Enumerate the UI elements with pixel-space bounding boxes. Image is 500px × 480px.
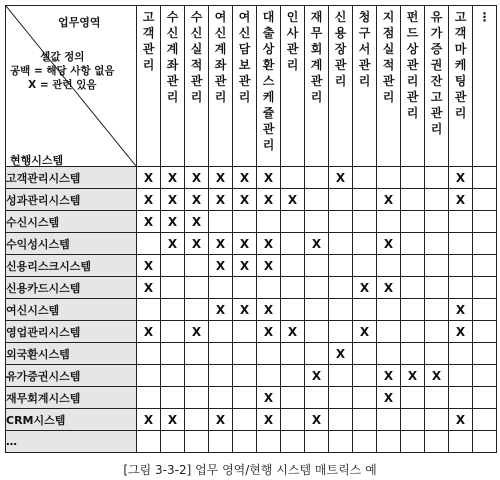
column-header bbox=[137, 6, 161, 167]
matrix-cell bbox=[449, 255, 473, 277]
matrix-cell: X bbox=[185, 167, 209, 189]
matrix-cell bbox=[305, 255, 329, 277]
matrix-cell bbox=[329, 431, 353, 453]
column-header-label: 인 사 관 리 bbox=[286, 10, 299, 72]
matrix-cell bbox=[185, 299, 209, 321]
table-row bbox=[6, 233, 497, 255]
matrix-cell bbox=[377, 343, 401, 365]
matrix-cell bbox=[473, 233, 497, 255]
matrix-cell bbox=[233, 431, 257, 453]
matrix-cell bbox=[401, 321, 425, 343]
matrix-cell: X bbox=[425, 365, 449, 387]
matrix-cell bbox=[209, 431, 233, 453]
table-row bbox=[6, 277, 497, 299]
matrix-cell: X bbox=[233, 255, 257, 277]
matrix-cell bbox=[281, 365, 305, 387]
table-row bbox=[6, 299, 497, 321]
matrix-cell bbox=[329, 211, 353, 233]
matrix-cell bbox=[137, 431, 161, 453]
table-row bbox=[6, 167, 497, 189]
matrix-cell bbox=[377, 211, 401, 233]
matrix-cell: X bbox=[161, 409, 185, 431]
figure-caption: [그림 3-3-2] 업무 영역/현행 시스템 매트릭스 예 bbox=[123, 463, 377, 477]
column-header-label: 고 객 관 리 bbox=[142, 10, 155, 72]
matrix-cell bbox=[137, 365, 161, 387]
matrix-cell bbox=[233, 211, 257, 233]
matrix-cell bbox=[473, 387, 497, 409]
matrix-cell bbox=[329, 277, 353, 299]
system-name: 성과관리시스템 bbox=[6, 189, 137, 211]
table-row bbox=[6, 211, 497, 233]
matrix-cell: X bbox=[137, 321, 161, 343]
matrix-cell: X bbox=[209, 409, 233, 431]
column-header bbox=[377, 6, 401, 167]
matrix-cell bbox=[137, 343, 161, 365]
matrix-cell bbox=[185, 255, 209, 277]
matrix-cell: X bbox=[233, 233, 257, 255]
matrix-cell: X bbox=[233, 299, 257, 321]
matrix-cell bbox=[185, 343, 209, 365]
matrix-cell: X bbox=[209, 255, 233, 277]
matrix-cell bbox=[401, 211, 425, 233]
matrix-cell bbox=[353, 431, 377, 453]
matrix-cell bbox=[353, 189, 377, 211]
matrix-cell bbox=[473, 255, 497, 277]
system-name: 유가증권시스템 bbox=[6, 365, 137, 387]
matrix-cell bbox=[449, 387, 473, 409]
matrix-cell bbox=[281, 167, 305, 189]
matrix-cell bbox=[473, 167, 497, 189]
matrix-cell: X bbox=[257, 321, 281, 343]
matrix-cell: X bbox=[257, 299, 281, 321]
matrix-cell bbox=[473, 431, 497, 453]
system-name: … bbox=[6, 431, 137, 453]
legend-line: X = 관련 있음 bbox=[28, 79, 97, 91]
table-row bbox=[6, 343, 497, 365]
column-header-label: ⋮ bbox=[478, 10, 491, 24]
matrix-cell bbox=[305, 431, 329, 453]
matrix-cell bbox=[209, 343, 233, 365]
matrix-cell: X bbox=[257, 233, 281, 255]
matrix-cell bbox=[353, 211, 377, 233]
matrix-cell bbox=[257, 211, 281, 233]
matrix-cell bbox=[137, 233, 161, 255]
matrix-cell bbox=[425, 211, 449, 233]
matrix-cell bbox=[281, 409, 305, 431]
matrix-cell bbox=[281, 299, 305, 321]
matrix-cell bbox=[401, 409, 425, 431]
matrix-cell: X bbox=[137, 255, 161, 277]
matrix-cell bbox=[353, 233, 377, 255]
column-header bbox=[281, 6, 305, 167]
matrix-cell bbox=[353, 255, 377, 277]
matrix-cell: X bbox=[185, 233, 209, 255]
matrix-cell bbox=[377, 321, 401, 343]
matrix-cell: X bbox=[137, 409, 161, 431]
matrix-cell bbox=[377, 299, 401, 321]
matrix-cell bbox=[233, 387, 257, 409]
matrix-cell: X bbox=[161, 233, 185, 255]
matrix-cell bbox=[281, 343, 305, 365]
matrix-cell bbox=[425, 167, 449, 189]
matrix-cell: X bbox=[233, 189, 257, 211]
matrix-cell bbox=[305, 189, 329, 211]
column-header bbox=[257, 6, 281, 167]
matrix-cell bbox=[329, 321, 353, 343]
column-header-label: 고 객 마 케 팅 관 리 bbox=[454, 10, 467, 120]
matrix-cell bbox=[161, 365, 185, 387]
column-header-label: 수 신 계 좌 관 리 bbox=[166, 10, 179, 104]
column-header bbox=[233, 6, 257, 167]
table-row bbox=[6, 189, 497, 211]
matrix-cell: X bbox=[305, 409, 329, 431]
matrix-cell: X bbox=[449, 299, 473, 321]
matrix-cell: X bbox=[401, 365, 425, 387]
matrix-cell: X bbox=[329, 343, 353, 365]
matrix-cell bbox=[305, 299, 329, 321]
column-header-label: 신 용 장 관 리 bbox=[334, 10, 347, 88]
matrix-cell bbox=[401, 299, 425, 321]
matrix-cell bbox=[353, 365, 377, 387]
matrix-cell: X bbox=[281, 321, 305, 343]
matrix-cell bbox=[425, 343, 449, 365]
column-header bbox=[449, 6, 473, 167]
matrix-cell: X bbox=[209, 233, 233, 255]
matrix-cell bbox=[185, 365, 209, 387]
matrix-cell bbox=[209, 211, 233, 233]
matrix-cell bbox=[281, 211, 305, 233]
matrix-cell bbox=[233, 343, 257, 365]
matrix-cell bbox=[257, 277, 281, 299]
column-header-label: 펀 드 상 관 리 관 리 bbox=[406, 10, 419, 120]
matrix-cell bbox=[425, 299, 449, 321]
system-name: 수신시스템 bbox=[6, 211, 137, 233]
column-header bbox=[353, 6, 377, 167]
matrix-cell bbox=[353, 387, 377, 409]
matrix-cell: X bbox=[209, 167, 233, 189]
matrix-cell bbox=[473, 299, 497, 321]
system-name: 외국환시스템 bbox=[6, 343, 137, 365]
matrix-cell bbox=[233, 321, 257, 343]
system-name: 신용카드시스템 bbox=[6, 277, 137, 299]
matrix-cell: X bbox=[185, 189, 209, 211]
matrix-cell bbox=[353, 167, 377, 189]
matrix-cell bbox=[329, 189, 353, 211]
column-header bbox=[473, 6, 497, 167]
matrix-cell bbox=[377, 409, 401, 431]
matrix-cell bbox=[329, 387, 353, 409]
matrix-cell bbox=[401, 255, 425, 277]
column-header-label: 대 출 상 환 스 케 쥴 관 리 bbox=[262, 10, 275, 152]
column-header-label: 여 신 계 좌 관 리 bbox=[214, 10, 227, 104]
matrix-cell bbox=[401, 387, 425, 409]
matrix-cell bbox=[353, 299, 377, 321]
column-header-label: 수 신 실 적 관 리 bbox=[190, 10, 203, 104]
matrix-cell bbox=[425, 409, 449, 431]
matrix-cell bbox=[449, 431, 473, 453]
matrix-cell: X bbox=[161, 211, 185, 233]
matrix-cell: X bbox=[353, 321, 377, 343]
matrix-cell: X bbox=[377, 233, 401, 255]
matrix-cell bbox=[305, 211, 329, 233]
column-header bbox=[425, 6, 449, 167]
matrix-cell bbox=[473, 365, 497, 387]
table-row bbox=[6, 431, 497, 453]
matrix-cell bbox=[353, 343, 377, 365]
matrix-cell bbox=[137, 387, 161, 409]
matrix-cell: X bbox=[449, 409, 473, 431]
matrix-cell bbox=[449, 233, 473, 255]
column-header bbox=[161, 6, 185, 167]
matrix-cell bbox=[401, 167, 425, 189]
matrix-cell: X bbox=[377, 277, 401, 299]
matrix-cell bbox=[161, 255, 185, 277]
matrix-cell bbox=[473, 343, 497, 365]
legend-line: 셀값 정의 bbox=[40, 51, 85, 63]
corner-bottom-label: 현행시스템 bbox=[10, 154, 64, 167]
matrix-cell: X bbox=[209, 299, 233, 321]
matrix-cell bbox=[425, 255, 449, 277]
matrix-cell bbox=[137, 299, 161, 321]
matrix-cell bbox=[233, 277, 257, 299]
matrix-cell bbox=[449, 277, 473, 299]
matrix-cell bbox=[161, 299, 185, 321]
matrix-cell bbox=[305, 167, 329, 189]
matrix-cell: X bbox=[329, 167, 353, 189]
matrix-cell bbox=[425, 387, 449, 409]
matrix-cell bbox=[209, 277, 233, 299]
matrix-cell bbox=[257, 365, 281, 387]
matrix-cell bbox=[425, 189, 449, 211]
matrix-cell bbox=[185, 387, 209, 409]
matrix-cell: X bbox=[377, 387, 401, 409]
column-header-label: 유 가 증 권 잔 고 관 리 bbox=[430, 10, 443, 136]
matrix-cell bbox=[377, 431, 401, 453]
column-header-label: 재 무 회 계 관 리 bbox=[310, 10, 323, 104]
matrix-cell: X bbox=[257, 255, 281, 277]
system-name: 고객관리시스템 bbox=[6, 167, 137, 189]
matrix-cell: X bbox=[257, 409, 281, 431]
column-header-label: 청 구 서 관 리 bbox=[358, 10, 371, 88]
matrix-cell bbox=[233, 365, 257, 387]
system-name: 수익성시스템 bbox=[6, 233, 137, 255]
matrix-cell bbox=[401, 277, 425, 299]
matrix-cell bbox=[401, 189, 425, 211]
matrix-cell: X bbox=[185, 211, 209, 233]
matrix-cell bbox=[281, 255, 305, 277]
column-header bbox=[185, 6, 209, 167]
matrix-cell bbox=[425, 233, 449, 255]
system-area-matrix bbox=[5, 5, 497, 453]
cell-legend bbox=[10, 50, 115, 92]
system-name: 신용리스크시스템 bbox=[6, 255, 137, 277]
matrix-cell bbox=[281, 277, 305, 299]
matrix-cell bbox=[377, 167, 401, 189]
matrix-cell bbox=[425, 321, 449, 343]
column-header bbox=[209, 6, 233, 167]
matrix-cell: X bbox=[257, 189, 281, 211]
matrix-cell: X bbox=[257, 167, 281, 189]
legend-line: 공백 = 해당 사항 없음 bbox=[10, 65, 115, 77]
matrix-cell bbox=[329, 233, 353, 255]
system-name: 여신시스템 bbox=[6, 299, 137, 321]
matrix-cell bbox=[161, 343, 185, 365]
matrix-cell bbox=[329, 409, 353, 431]
matrix-cell: X bbox=[305, 365, 329, 387]
matrix-cell: X bbox=[137, 189, 161, 211]
matrix-cell bbox=[305, 387, 329, 409]
matrix-cell bbox=[401, 343, 425, 365]
matrix-cell: X bbox=[449, 321, 473, 343]
matrix-cell bbox=[281, 431, 305, 453]
matrix-cell: X bbox=[257, 387, 281, 409]
table-row bbox=[6, 321, 497, 343]
matrix-cell bbox=[161, 431, 185, 453]
matrix-cell bbox=[473, 409, 497, 431]
matrix-cell: X bbox=[377, 189, 401, 211]
matrix-cell bbox=[185, 409, 209, 431]
matrix-cell bbox=[185, 277, 209, 299]
matrix-cell bbox=[281, 233, 305, 255]
matrix-body bbox=[6, 167, 497, 453]
column-header-label: 지 점 실 적 관 리 bbox=[382, 10, 395, 104]
matrix-cell bbox=[353, 409, 377, 431]
matrix-cell bbox=[329, 255, 353, 277]
matrix-cell bbox=[281, 387, 305, 409]
matrix-cell bbox=[209, 321, 233, 343]
matrix-cell bbox=[425, 277, 449, 299]
matrix-cell bbox=[329, 365, 353, 387]
corner-cell bbox=[6, 6, 137, 167]
table-row bbox=[6, 255, 497, 277]
column-header-label: 여 신 담 보 관 리 bbox=[238, 10, 251, 104]
matrix-cell: X bbox=[137, 277, 161, 299]
header-row bbox=[6, 6, 497, 167]
matrix-cell bbox=[449, 343, 473, 365]
matrix-cell bbox=[209, 365, 233, 387]
matrix-cell bbox=[425, 431, 449, 453]
matrix-cell: X bbox=[233, 167, 257, 189]
matrix-cell: X bbox=[377, 365, 401, 387]
matrix-cell bbox=[401, 233, 425, 255]
matrix-cell bbox=[305, 321, 329, 343]
matrix-cell bbox=[161, 277, 185, 299]
matrix-cell: X bbox=[137, 211, 161, 233]
matrix-cell bbox=[185, 431, 209, 453]
matrix-cell bbox=[305, 277, 329, 299]
matrix-cell bbox=[449, 365, 473, 387]
matrix-cell bbox=[473, 189, 497, 211]
matrix-cell: X bbox=[161, 167, 185, 189]
matrix-cell bbox=[161, 321, 185, 343]
matrix-cell: X bbox=[305, 233, 329, 255]
matrix-cell bbox=[329, 299, 353, 321]
matrix-cell bbox=[401, 431, 425, 453]
matrix-cell bbox=[161, 387, 185, 409]
matrix-cell bbox=[377, 255, 401, 277]
matrix-cell: X bbox=[449, 167, 473, 189]
column-header bbox=[401, 6, 425, 167]
table-row bbox=[6, 387, 497, 409]
column-header bbox=[305, 6, 329, 167]
matrix-cell bbox=[473, 321, 497, 343]
matrix-cell bbox=[305, 343, 329, 365]
corner-top-label: 업무영역 bbox=[58, 16, 101, 29]
table-row bbox=[6, 409, 497, 431]
table-row bbox=[6, 365, 497, 387]
matrix-cell: X bbox=[137, 167, 161, 189]
matrix-cell: X bbox=[185, 321, 209, 343]
matrix-cell bbox=[257, 343, 281, 365]
matrix-cell bbox=[449, 211, 473, 233]
system-name: 재무회계시스템 bbox=[6, 387, 137, 409]
matrix-cell: X bbox=[209, 189, 233, 211]
matrix-cell bbox=[233, 409, 257, 431]
matrix-cell: X bbox=[281, 189, 305, 211]
matrix-cell: X bbox=[449, 189, 473, 211]
matrix-cell: X bbox=[161, 189, 185, 211]
matrix-cell bbox=[473, 277, 497, 299]
matrix-cell: X bbox=[353, 277, 377, 299]
matrix-cell bbox=[473, 211, 497, 233]
matrix-cell bbox=[257, 431, 281, 453]
system-name: 영업관리시스템 bbox=[6, 321, 137, 343]
matrix-cell bbox=[209, 387, 233, 409]
column-header bbox=[329, 6, 353, 167]
system-name: CRM시스템 bbox=[6, 409, 137, 431]
